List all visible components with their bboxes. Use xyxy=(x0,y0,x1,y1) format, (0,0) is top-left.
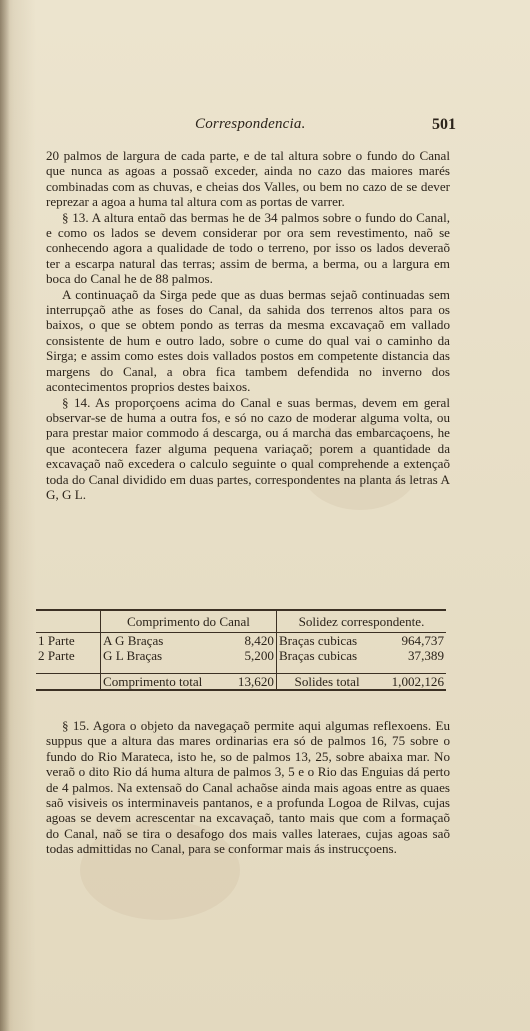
table-cell-solid-unit: Braças cubicas xyxy=(276,648,377,663)
table-cell-solid: 37,389 xyxy=(407,648,444,663)
paragraph: § 14. As proporçoens acima do Canal e suas bermas, devem em geral observar-se de huma a outra fos, e só no cazo de moderar alguma volta, ou para prestar maior commodo á descarga, ou á marcha das embarcaçoens, he que acontecera fazer alguma pequena variaçaõ; porem a quantidade da excavaçaõ naõ excedera o calculo seguinte o qual comprehende a extençaõ toda do Canal dividido em duas partes, correspondentes na planta ás letras A G, G L. xyxy=(46,394,450,502)
page-number: 501 xyxy=(432,116,456,133)
total-solid: 1,002,126 xyxy=(391,674,444,689)
column-header: Comprimento do Canal xyxy=(101,610,277,633)
total-solid-label: Solides total xyxy=(276,674,377,691)
table xyxy=(36,609,446,691)
table-cell-solid: 964,737 xyxy=(401,633,444,648)
gutter-shadow xyxy=(0,0,10,1031)
table-header-row xyxy=(36,610,446,633)
table-total-row xyxy=(36,674,446,691)
text-block-top xyxy=(46,148,450,502)
table-cell-segment: G L Braças xyxy=(101,648,228,663)
quantity-table xyxy=(36,609,446,701)
table-row xyxy=(36,633,446,649)
table-cell-segment: A G Braças xyxy=(101,633,228,649)
table-spacer-row xyxy=(36,663,446,674)
paragraph: 20 palmos de largura de cada parte, e de tal altura sobre o fundo do Canal que nunca as agoas a possaõ exceder, ainda no cazo das maiores marés combinadas com as chuvas, e cheias dos Valles, ou bem no cazo de se dever reprezar a agoa a huma tal altura com as portas de varrer. xyxy=(46,148,450,210)
paragraph: § 15. Agora o objeto da navegaçaõ permite aqui algumas reflexoens. Eu suppus que a altura das mares ordinarias era só de palmos 16, 75 sobre o fundo do Rio Marateca, isto he, so de palmos 13, 25, sobre abaixa mar. No veraõ o dito Rio dá huma altura de palmos 3, 5 e o Rio das Enguias dá perto de 4 palmos. Na extensaõ do Canal achaõse ainda mais agoas entre as quaes saõ visiveis os interminaveis pantanos, e a profunda Logoa de Rilvas, cujas agoas se devem acrescentar na excavaçaõ, tanto mais que com a formaçaõ do Canal, naõ se tira o desafogo dos mais valles lateraes, cujas agoas saõ todas admittidas no Canal, para se conformar mais ás instrucçoens. xyxy=(46,718,450,857)
paragraph: § 13. A altura entaõ das bermas he de 34 palmos sobre o fundo do Canal, e como os lados se devem considerar por ora sem revestimento, naõ se conhecendo agora a qualidade de todo o terreno, por isso os lados deveraõ ter a escarpa natural das terras; assim de berma, a berma, ou a largura em boca do Canal he de 88 palmos. xyxy=(46,209,450,287)
table-cell-part: 2 Parte xyxy=(38,648,75,663)
running-head: Correspondencia. xyxy=(195,116,306,132)
table-cell-length: 5,200 xyxy=(244,648,274,663)
total-length-label: Comprimento total xyxy=(101,674,228,691)
table-row xyxy=(36,648,446,663)
total-length: 13,620 xyxy=(237,674,274,689)
text-block-bottom xyxy=(46,718,450,857)
paragraph: A continuaçaõ da Sirga pede que as duas bermas sejaõ continuadas sem interrupçaõ athe as foses do Canal, da sahida dos terrenos altos para os baixos, o que se obtem pondo as terras da mesma excavaçaõ em vallado consistente de hum e outro lado, sobre o cume do qual vai o caminho da Sirga; e assim como estes dois vallados postos em competente distancia das margens do Canal, a obra fica tambem defendida no inverno dos acontecimentos proprios destes baixos. xyxy=(46,286,450,395)
page-header xyxy=(40,116,455,138)
table-cell-solid-unit: Braças cubicas xyxy=(276,633,377,649)
table-cell-length: 8,420 xyxy=(244,633,274,648)
table-cell-part: 1 Parte xyxy=(38,633,75,648)
column-header: Solidez correspondente. xyxy=(276,610,446,633)
